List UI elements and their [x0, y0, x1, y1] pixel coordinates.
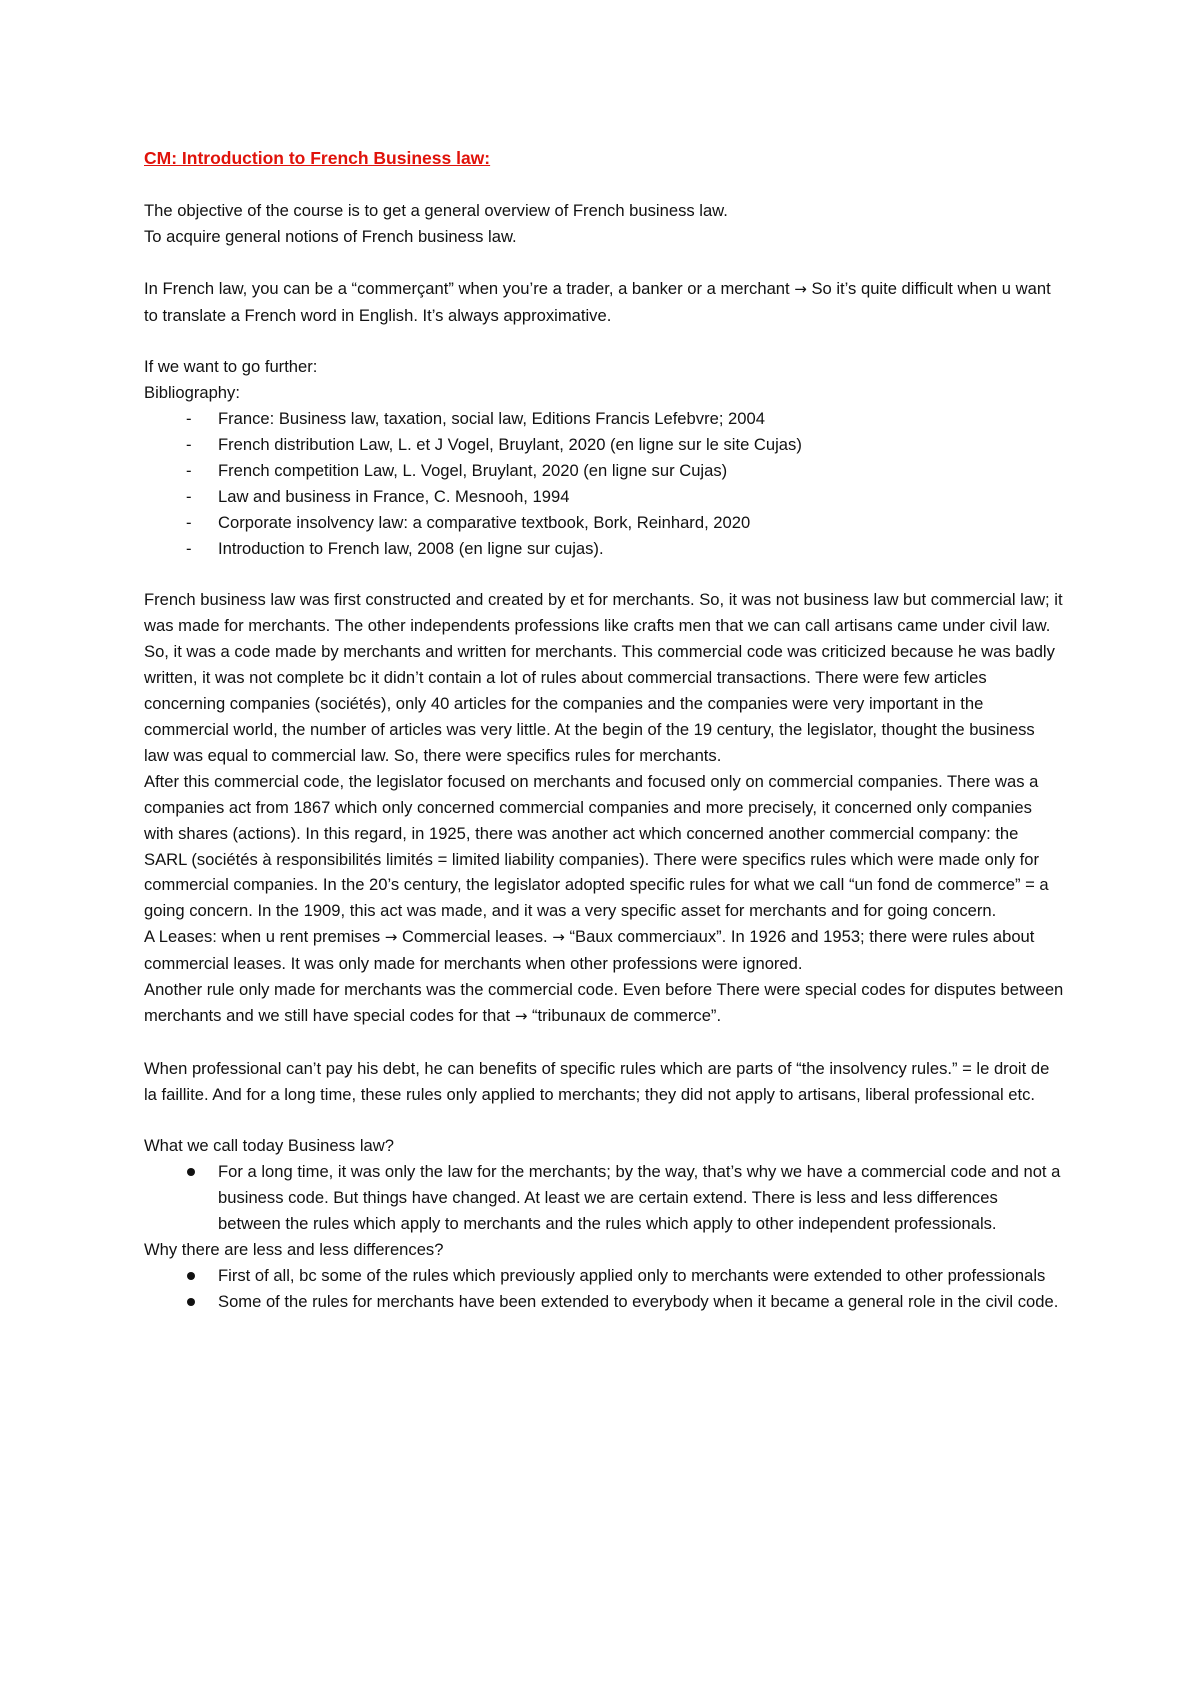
commercant-paragraph	[144, 276, 1064, 329]
bibliography-entry: French distribution Law, L. et J Vogel, Bruylant, 2020 (en ligne sur le site Cujas)	[218, 435, 802, 455]
right-arrow-icon: →	[794, 279, 807, 298]
list-item	[144, 510, 1064, 536]
dash-bullet: -	[186, 435, 192, 455]
bibliography-entry: Law and business in France, C. Mesnooh, 1994	[218, 486, 570, 506]
history-paragraph-2: After this commercial code, the legislator focused on merchants and focused only on commercial companies. There was a companies act from 1867 which only concerned commercial companies and more precisely, it concerned only companies with shares (actions). In this regard, in 1925, there was another act which concerned another commercial company: the SARL (sociétés à responsibilités limités = limited liability companies). There were specifics rules which were made only for commercial companies. In the 20’s century, the legislator adopted specific rules for what we call “un fond de commerce” = a going concern. In the 1909, this act was made, and it was a very specific asset for merchants and for going concern.	[144, 771, 1049, 921]
dash-bullet: -	[186, 460, 192, 480]
list-item	[144, 406, 1064, 432]
history-paragraph-1: French business law was first constructed and created by et for merchants. So, it was not business law but commercial law; it was made for merchants. The other independents professions like crafts men that we can call artisans came under civil law. So, it was a code made by merchants and written for merchants. This commercial code was criticized because he was badly written, it was not complete bc it didn’t contain a lot of rules about commercial transactions. There were few articles concerning companies (sociétés), only 40 articles for the companies and the companies were very important in the commercial world, the number of articles was very little. At the begin of the 19 century, the legislator, thought the business law was equal to commercial law. So, there were specifics rules for merchants.	[144, 590, 1063, 765]
document-page	[144, 146, 1064, 1315]
bullet-dot-icon	[187, 1298, 195, 1306]
leases-text-3: “Baux commerciaux”. In 1926 and 1953; there were rules about commercial leases. It was only made for merchants when other professions were ignored.	[144, 927, 1035, 974]
bibliography-entry: French competition Law, L. Vogel, Bruylant, 2020 (en ligne sur Cujas)	[218, 460, 728, 480]
commercant-text-2: So it’s quite difficult when u want to translate a French word in English. It’s always approximative.	[144, 278, 1051, 325]
intro-line-1: The objective of the course is to get a general overview of French business law.	[144, 200, 728, 220]
list-item	[144, 536, 1064, 562]
bullet-text: Some of the rules for merchants have been extended to everybody when it became a general role in the civil code.	[218, 1291, 1059, 1311]
disputes-text-2: “tribunaux de commerce”.	[532, 1005, 722, 1025]
disputes-text-1: Another rule only made for merchants was the commercial code. Even before There were special codes for disputes between merchants and we still have special codes for that	[144, 980, 1064, 1025]
leases-paragraph	[144, 924, 1064, 977]
right-arrow-icon: →	[384, 928, 398, 947]
list-item	[144, 1289, 1064, 1315]
bullet-text: For a long time, it was only the law for the merchants; by the way, that’s why we have a commercial code and not a business code. But things have changed. At least we are certain extend. There is less and less differences between the rules which apply to merchants and the rules which apply to other independent professionals.	[218, 1162, 1061, 1234]
list-item	[144, 1159, 1064, 1237]
bibliography-list	[144, 406, 1064, 561]
bibliography-entry: Introduction to French law, 2008 (en ligne sur cujas).	[218, 538, 604, 558]
commercant-text-1: In French law, you can be a “commerçant” when you’re a trader, a banker or a merchant	[144, 278, 790, 298]
dash-bullet: -	[186, 409, 192, 429]
disputes-paragraph	[144, 977, 1064, 1030]
today-question: What we call today Business law?	[144, 1136, 394, 1156]
right-arrow-icon: →	[514, 1006, 528, 1025]
why-bullet-list	[144, 1263, 1064, 1315]
further-line: If we want to go further:	[144, 357, 318, 377]
dash-bullet: -	[186, 486, 192, 506]
right-arrow-icon: →	[552, 928, 565, 947]
document-title: CM: Introduction to French Business law:	[144, 148, 491, 168]
today-bullet-list	[144, 1159, 1064, 1237]
insolvency-paragraph: When professional can’t pay his debt, he can benefits of specific rules which are parts of “the insolvency rules.” = le droit de la faillite. And for a long time, these rules only applied to merchants; they did not apply to artisans, liberal professional etc.	[144, 1058, 1050, 1104]
list-item	[144, 458, 1064, 484]
bibliography-heading: Bibliography:	[144, 383, 240, 403]
dash-bullet: -	[186, 538, 192, 558]
list-item	[144, 1263, 1064, 1289]
bullet-text: First of all, bc some of the rules which previously applied only to merchants were extended to other professionals	[218, 1265, 1046, 1285]
bullet-dot-icon	[187, 1168, 195, 1176]
list-item	[144, 432, 1064, 458]
bibliography-entry: France: Business law, taxation, social law, Editions Francis Lefebvre; 2004	[218, 409, 765, 429]
leases-text-1: A Leases: when u rent premises	[144, 927, 381, 947]
why-question: Why there are less and less differences?	[144, 1240, 444, 1260]
bibliography-entry: Corporate insolvency law: a comparative textbook, Bork, Reinhard, 2020	[218, 512, 751, 532]
intro-line-2: To acquire general notions of French business law.	[144, 226, 517, 246]
list-item	[144, 484, 1064, 510]
dash-bullet: -	[186, 512, 192, 532]
bullet-dot-icon	[187, 1272, 195, 1280]
leases-text-2: Commercial leases.	[401, 927, 548, 947]
